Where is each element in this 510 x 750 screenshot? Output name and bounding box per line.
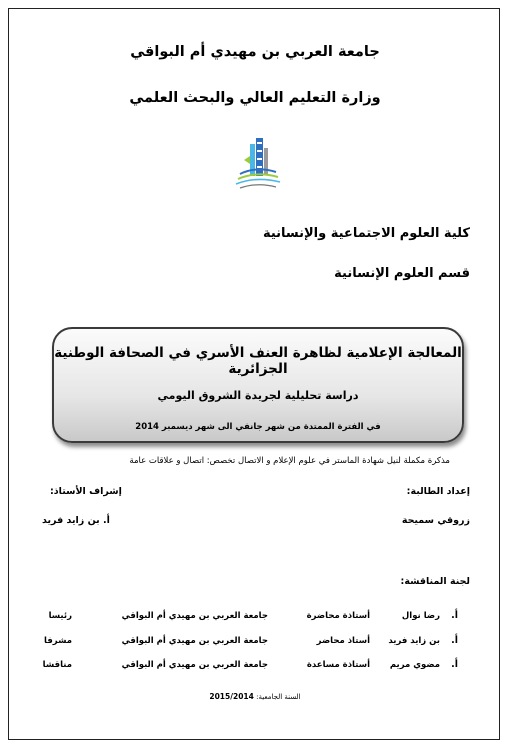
member-name: بن زايد فريد: [388, 636, 440, 646]
member-number: أ.: [451, 659, 458, 670]
university-logo-icon: [226, 130, 286, 196]
member-rank: أستاذة محاضرة: [306, 611, 370, 621]
member-name: مضوي مريم: [389, 660, 440, 670]
academic-year-label: السنة الجامعية:: [256, 693, 301, 701]
ministry-name: وزارة التعليم العالي والبحث العلمي: [129, 90, 381, 106]
supervisor-label: إشراف الأستاذ:: [50, 486, 122, 497]
member-rank: أستاذة مساعدة: [306, 660, 370, 670]
student-name: زروقي سميحة: [401, 515, 470, 526]
committee-label: لجنة المناقشة:: [400, 576, 470, 587]
study-period: في الفترة الممتدة من شهر جانفي الى شهر ديسمبر 2014: [135, 422, 381, 432]
member-role: رئيسا: [48, 611, 72, 621]
department-name: قسم العلوم الإنسانية: [334, 266, 470, 281]
member-university: جامعة العربي بن مهيدي أم البواقي: [121, 636, 268, 646]
member-number: أ.: [451, 610, 458, 621]
memo-description: مذكرة مكملة لنيل شهادة الماستر في علوم الإعلام و الاتصال تخصص: اتصال و علاقات عامة: [129, 456, 450, 466]
member-role: مشرفا: [44, 636, 72, 646]
member-university: جامعة العربي بن مهيدي أم البواقي: [121, 611, 268, 621]
member-name: رضا نوال: [401, 611, 440, 621]
academic-year: [0, 692, 510, 701]
member-role: مناقشا: [42, 660, 72, 670]
faculty-name: كلية العلوم الاجتماعية والإنسانية: [262, 226, 470, 241]
thesis-subtitle: دراسة تحليلية لجريدة الشروق اليومي: [157, 389, 359, 402]
student-label: إعداد الطالبة:: [406, 486, 470, 497]
member-rank: أستاذ محاضر: [316, 636, 370, 646]
member-university: جامعة العربي بن مهيدي أم البواقي: [121, 660, 268, 670]
thesis-title-box: [52, 327, 464, 443]
supervisor-name: أ. بن زايد فريد: [42, 515, 110, 526]
thesis-title: المعالجة الإعلامية لظاهرة العنف الأسري في الصحافة الوطنية الجزائرية: [54, 345, 462, 377]
member-number: أ.: [451, 635, 458, 646]
academic-year-value: 2015/2014: [209, 692, 254, 701]
university-name: جامعة العربي بن مهيدي أم البواقي: [130, 44, 380, 60]
